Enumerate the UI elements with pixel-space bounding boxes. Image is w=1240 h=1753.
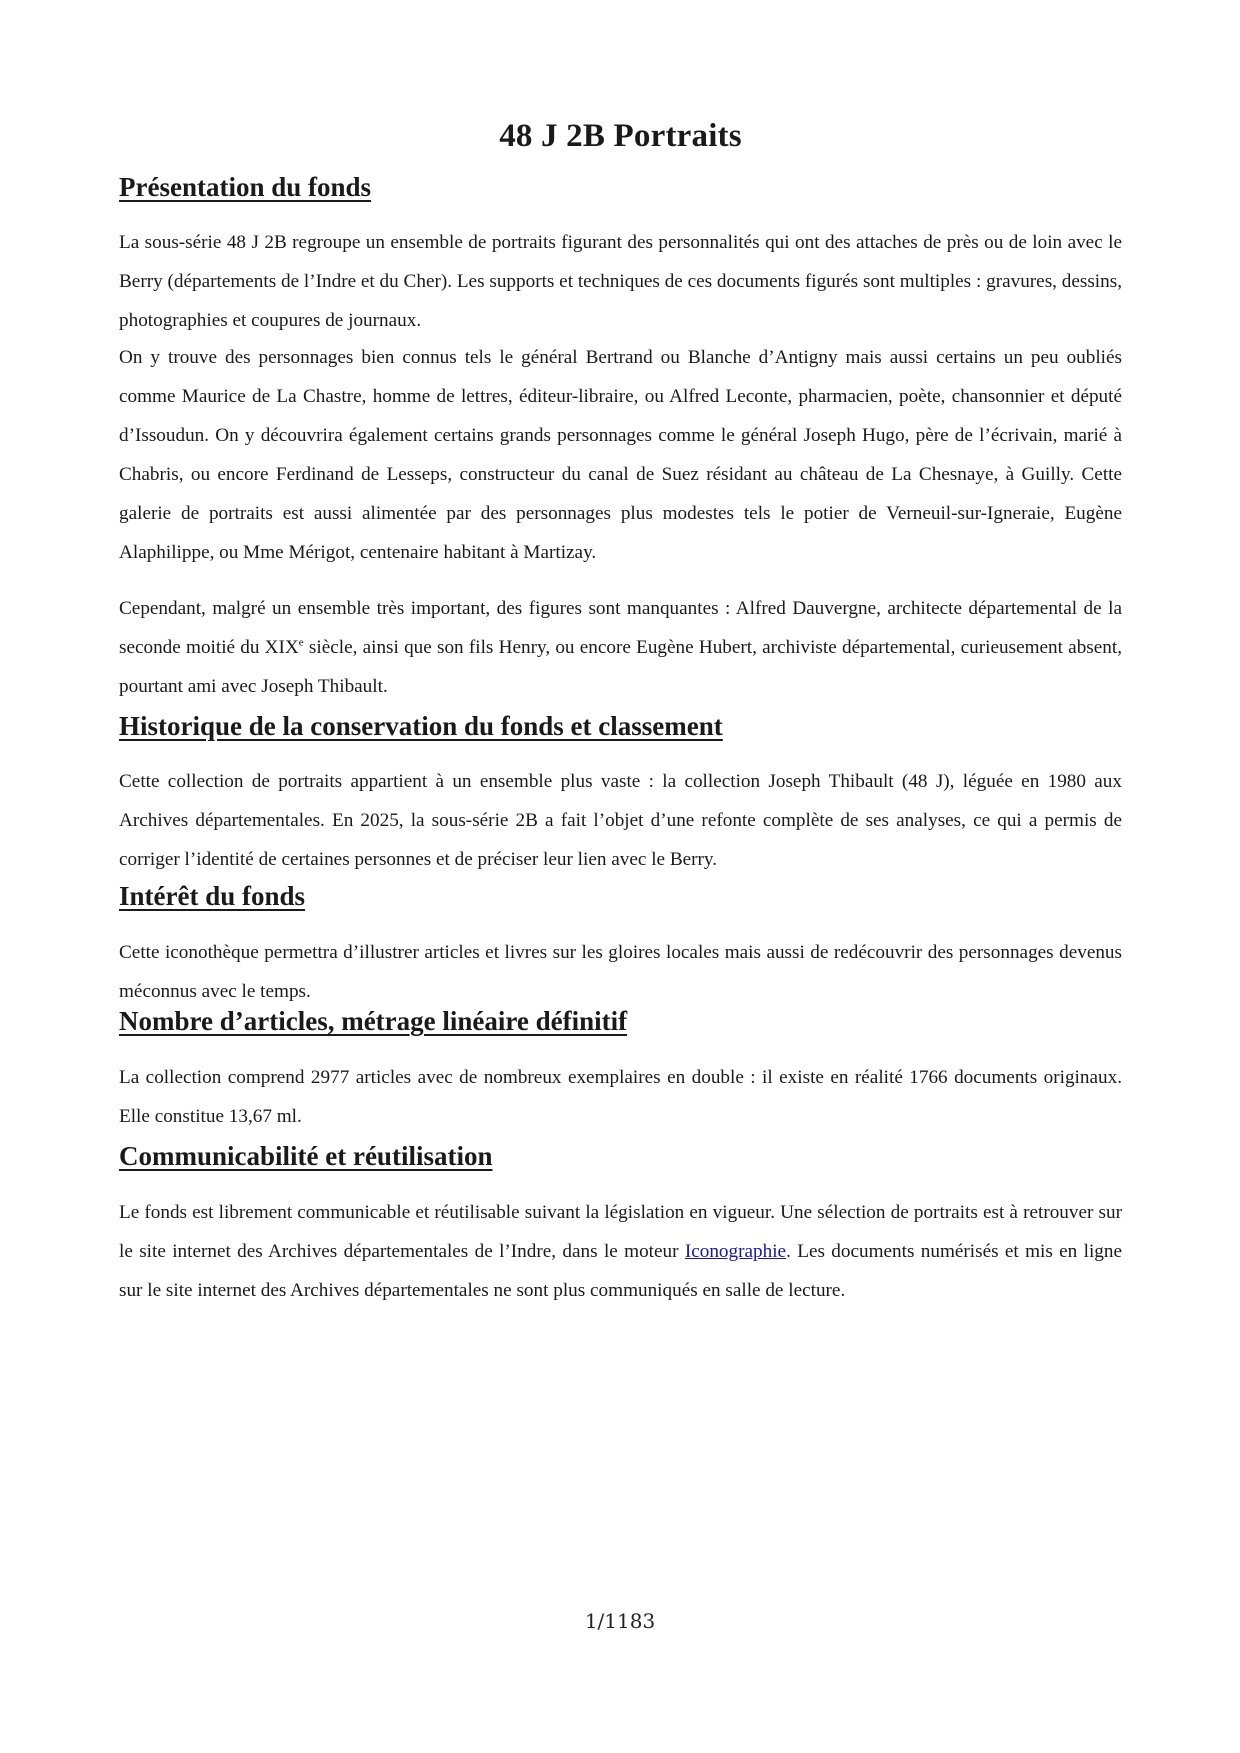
paragraph-presentation-3	[119, 589, 1122, 706]
paragraph-presentation-3-text-b: siècle, ainsi que son fils Henry, ou encore Eugène Hubert, archiviste départemental, curieusement absent, pourtant ami avec Joseph Thibault.	[119, 637, 1122, 697]
paragraph-presentation-3-text-a: Cependant, malgré un ensemble très important, des figures sont manquantes : Alfred Dauvergne, architecte départemental de la seconde moitié du XIX	[119, 598, 1122, 658]
section-heading-communicabilite: Communicabilité et réutilisation	[119, 1141, 493, 1171]
page-number: 1/1183	[584, 1609, 656, 1633]
iconographie-link[interactable]: Iconographie	[684, 1241, 787, 1262]
section-heading-interet: Intérêt du fonds	[119, 881, 306, 911]
section-heading-nombre-articles: Nombre d’articles, métrage linéaire définitif	[119, 1006, 628, 1036]
paragraph-presentation-2: On y trouve des personnages bien connus tels le général Bertrand ou Blanche d’Antigny mais aussi certains un peu oubliés comme Maurice de La Chastre, homme de lettres, éditeur-libraire, ou Alfred Leconte, pharmacien, poète, chansonnier et député d’Issoudun. On y découvrira également certains grands personnages comme le général Joseph Hugo, père de l’écrivain, marié à Chabris, ou encore Ferdinand de Lesseps, constructeur du canal de Suez résidant au château de La Chesnaye, à Guilly. Cette galerie de portraits est aussi alimentée par des personnages plus modestes tels le potier de Verneuil-sur-Igneraie, Eugène Alaphilippe, ou Mme Mérigot, centenaire habitant à Martizay.	[119, 347, 1122, 563]
paragraph-communicabilite-text-b: . Les documents numérisés et mis en ligne sur le site internet des Archives départementales ne sont plus communiqués en salle de lecture.	[119, 1241, 1122, 1301]
paragraph-historique: Cette collection de portraits appartient à un ensemble plus vaste : la collection Joseph Thibault (48 J), léguée en 1980 aux Archives départementales. En 2025, la sous-série 2B a fait l’objet d’une refonte complète de ses analyses, ce qui a permis de corriger l’identité de certaines personnes et de préciser leur lien avec le Berry.	[119, 771, 1122, 870]
paragraph-communicabilite	[119, 1193, 1122, 1310]
paragraph-presentation-1: La sous-série 48 J 2B regroupe un ensemble de portraits figurant des personnalités qui ont des attaches de près ou de loin avec le Berry (départements de l’Indre et du Cher). Les supports et techniques de ces documents figurés sont multiples : gravures, dessins, photographies et coupures de journaux.	[119, 232, 1122, 331]
paragraph-nombre-articles: La collection comprend 2977 articles avec de nombreux exemplaires en double : il existe en réalité 1766 documents originaux. Elle constitue 13,67 ml.	[119, 1067, 1122, 1127]
paragraph-communicabilite-text-a: Le fonds est librement communicable et réutilisable suivant la législation en vigueur. Une sélection de portraits est à retrouver sur le site internet des Archives départementales de l’Indre, dans le moteur	[119, 1202, 1122, 1262]
century-superscript: e	[298, 636, 304, 649]
document-title: 48 J 2B Portraits	[499, 118, 742, 154]
paragraph-interet: Cette iconothèque permettra d’illustrer articles et livres sur les gloires locales mais aussi de redécouvrir des personnages devenus méconnus avec le temps.	[119, 942, 1122, 1002]
section-heading-presentation: Présentation du fonds	[119, 172, 372, 202]
section-heading-historique: Historique de la conservation du fonds et classement	[119, 711, 723, 741]
